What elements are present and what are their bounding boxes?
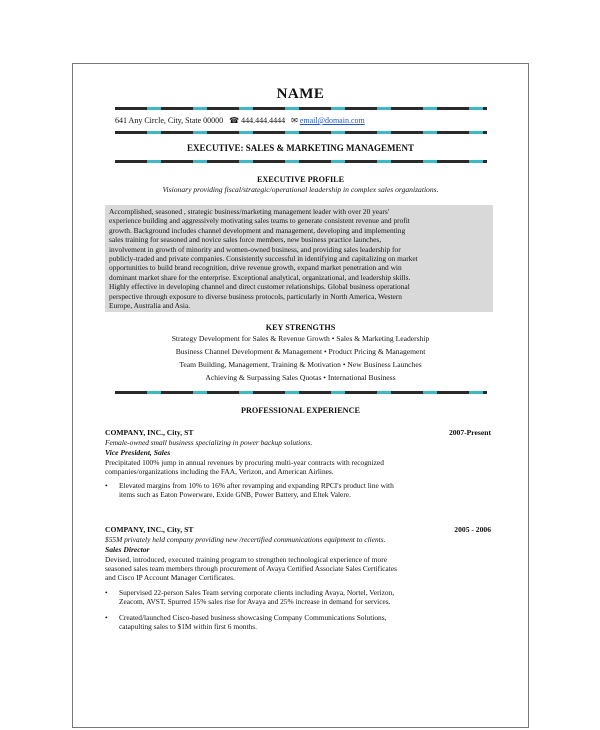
- strength-line: Business Channel Development & Management • Product Pricing & Management: [175, 347, 426, 356]
- divider-rule: [115, 107, 487, 110]
- job-description: $55M privately held company providing new /recertified communications equipment to clients.: [105, 535, 386, 544]
- job-description: Female-owned small business specializing in power backup solutions.: [105, 438, 313, 447]
- candidate-name: NAME: [276, 86, 325, 102]
- strength-line: Achieving & Surpassing Sales Quotas • International Business: [205, 373, 396, 382]
- envelope-icon: ✉: [291, 116, 298, 125]
- job-role: Vice President, Sales: [105, 448, 171, 457]
- bullet-line: Created/launched Cisco-based business showcasing Company Communications Solutions,: [119, 613, 387, 622]
- telephone-icon: ☎: [229, 116, 240, 125]
- bullet-icon: •: [105, 481, 108, 490]
- bullet-icon: •: [105, 613, 108, 622]
- bullet-line: Elevated margins from 10% to 16% after revamping and expanding RPCI's product line with: [119, 481, 394, 490]
- summary-line: dominant market share for the enterprise. Exceptional analytical, organizational, and leadership skills.: [109, 272, 411, 282]
- job-company: COMPANY, INC., City, ST: [105, 525, 194, 534]
- divider-rule: [115, 160, 487, 163]
- job-summary: [105, 458, 495, 476]
- profile-heading: EXECUTIVE PROFILE: [256, 175, 345, 184]
- summary-line: growth. Background includes channel development and management, developing and implementing: [109, 225, 406, 235]
- summary-line: involvement in growth of minority and women-owned business, and providing sales leadership for: [109, 244, 401, 254]
- address: 641 Any Circle, City, State 00000: [115, 116, 224, 125]
- bullet-line: Supervised 22-person Sales Team serving corporate clients including Avaya, Nortel, Verizon,: [119, 588, 395, 597]
- job-summary-line: and Cisco IP Account Manager Certificates.: [105, 573, 235, 583]
- summary-line: sales training for seasoned and novice sales force members, new business practice launches,: [109, 235, 382, 245]
- job-dates: 2007-Present: [448, 428, 491, 437]
- job-summary-line: companies/organizations including the FAA, Verizon, and American Airlines.: [105, 467, 334, 477]
- summary-line: experience building and aggressively motivating sales teams to generate consistent revenue and profit: [109, 216, 410, 226]
- summary-line: perspective through exposure to diverse business protocols, particularly in North America, Western: [109, 291, 402, 301]
- resume-page: [72, 63, 529, 728]
- strength-line: Strategy Development for Sales & Revenue Growth • Sales & Marketing Leadership: [171, 334, 430, 343]
- bullet-line: catapulting sales to $1M within first 6 months.: [119, 622, 257, 632]
- job-dates: 2005 - 2006: [454, 525, 491, 534]
- bullet-line: Zeacom, AVST. Spurred 15% sales rise for Avaya and 25% increase in demand for services.: [119, 597, 391, 607]
- job-company: COMPANY, INC., City, ST: [105, 428, 194, 437]
- experience-heading: PROFESSIONAL EXPERIENCE: [241, 406, 360, 415]
- summary-line: publicly-traded and private companies. Consistently successful in identifying and capitalizing on market: [109, 254, 418, 264]
- job-summary-line: Devised, introduced, executed training program to strengthen technological experience of more: [105, 555, 387, 564]
- job-summary: [105, 555, 495, 583]
- profile-tagline: Visionary providing fiscal/strategic/operational leadership in complex sales organizations.: [162, 185, 439, 194]
- strength-line: Team Building, Management, Training & Motivation • New Business Launches: [179, 360, 422, 369]
- contact-line: [115, 116, 365, 125]
- job-summary-line: seasoned sales team members through procurement of Avaya Certified Associate Sales Certificates: [105, 564, 397, 574]
- bullet-line: items such as Eaton Powerware, Exide GNB, Power Battery, and Eltek Valere.: [119, 490, 351, 500]
- phone-number: 444.444.4444: [241, 116, 286, 125]
- summary-line: opportunities to build brand recognition, drive revenue growth, expand market penetration and win: [109, 263, 402, 273]
- job-role: Sales Director: [105, 545, 150, 554]
- professional-title: EXECUTIVE: SALES & MARKETING MANAGEMENT: [186, 143, 415, 153]
- summary-line: Accomplished, seasoned , strategic business/marketing management leader with over 20 years': [109, 207, 390, 216]
- summary-line: Highly effective in developing channel and direct customer relationships. Global business operational: [109, 282, 410, 292]
- job-summary-line: Precipitated 100% jump in annual revenues by procuring multi-year contracts with recognized: [105, 458, 384, 467]
- divider-rule: [115, 131, 487, 134]
- profile-summary: [105, 205, 493, 312]
- email-link[interactable]: email@domain.com: [299, 116, 365, 125]
- divider-rule: [115, 391, 487, 394]
- strengths-heading: KEY STRENGTHS: [265, 323, 336, 332]
- bullet-icon: •: [105, 588, 108, 597]
- summary-line: Europe, Australia and Asia.: [109, 301, 191, 311]
